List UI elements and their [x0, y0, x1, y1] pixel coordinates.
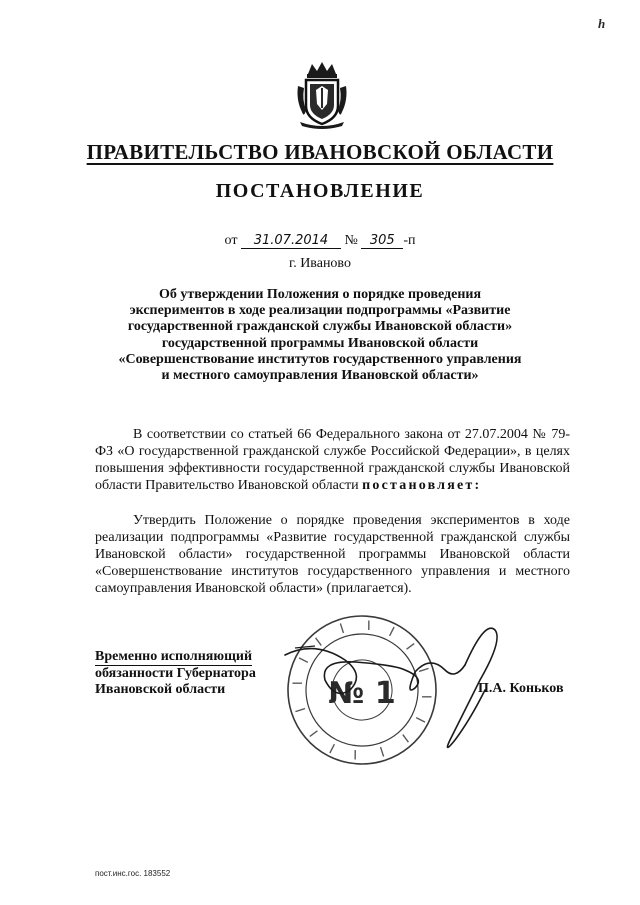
title-line: государственной программы Ивановской области: [161, 335, 479, 351]
stamp-number: № 1: [328, 676, 396, 711]
decree-word: постановляет: [362, 478, 475, 493]
signatory-name: П.А. Коньков: [478, 681, 564, 696]
body-paragraph-2: Утвердить Положение о порядке проведения экспериментов в ходе реализации подпрограммы «Развитие государственной гражданской службы Ивановской области» государственной программы Ивановской области «Совершенствование институтов государственного управления и местного самоуправления Ивановской области» (прилагается).: [95, 513, 570, 596]
corner-handwritten-mark: h: [598, 16, 606, 31]
city-name: г. Иваново: [289, 256, 351, 271]
document-title: [60, 287, 580, 384]
paragraph-1-text: В соответствии со статьей 66 Федерального закона от 27.07.2004 № 79-ФЗ «О государственной гражданской службе Российской Федерации», в целях повышения эффективности государственной гражданской службы Ивановской области Правительство Ивановской области: [95, 427, 570, 493]
position-line-2: обязанности Губернатора: [95, 666, 256, 681]
title-line: экспериментов в ходе реализации подпрограммы «Развитие: [129, 303, 511, 319]
coat-of-arms-icon: [294, 60, 350, 130]
title-line: государственной гражданской службы Ивановской области»: [127, 319, 513, 335]
position-line-3: Ивановской области: [95, 682, 226, 697]
body-paragraph-1: [95, 426, 570, 494]
title-line: Об утверждении Положения о порядке проведения: [158, 287, 482, 302]
decree-colon: :: [474, 478, 482, 493]
title-line: «Совершенствование институтов государственного управления: [118, 351, 522, 367]
government-title: ПРАВИТЕЛЬСТВО ИВАНОВСКОЙ ОБЛАСТИ: [86, 140, 554, 164]
number-suffix: -п: [403, 233, 416, 248]
date-number-line: [0, 233, 640, 249]
signatory-position: [95, 649, 295, 698]
number-value: 305: [361, 234, 403, 249]
footer-reference: пост.инс.гос. 183552: [95, 869, 171, 878]
title-line: и местного самоуправления Ивановской области»: [161, 368, 479, 384]
number-sign: №: [344, 233, 358, 248]
position-line-1: Временно исполняющий: [95, 649, 253, 664]
document-type-heading: ПОСТАНОВЛЕНИЕ: [215, 180, 425, 202]
date-value: 31.07.2014: [241, 234, 341, 249]
date-prefix: от: [224, 233, 238, 248]
